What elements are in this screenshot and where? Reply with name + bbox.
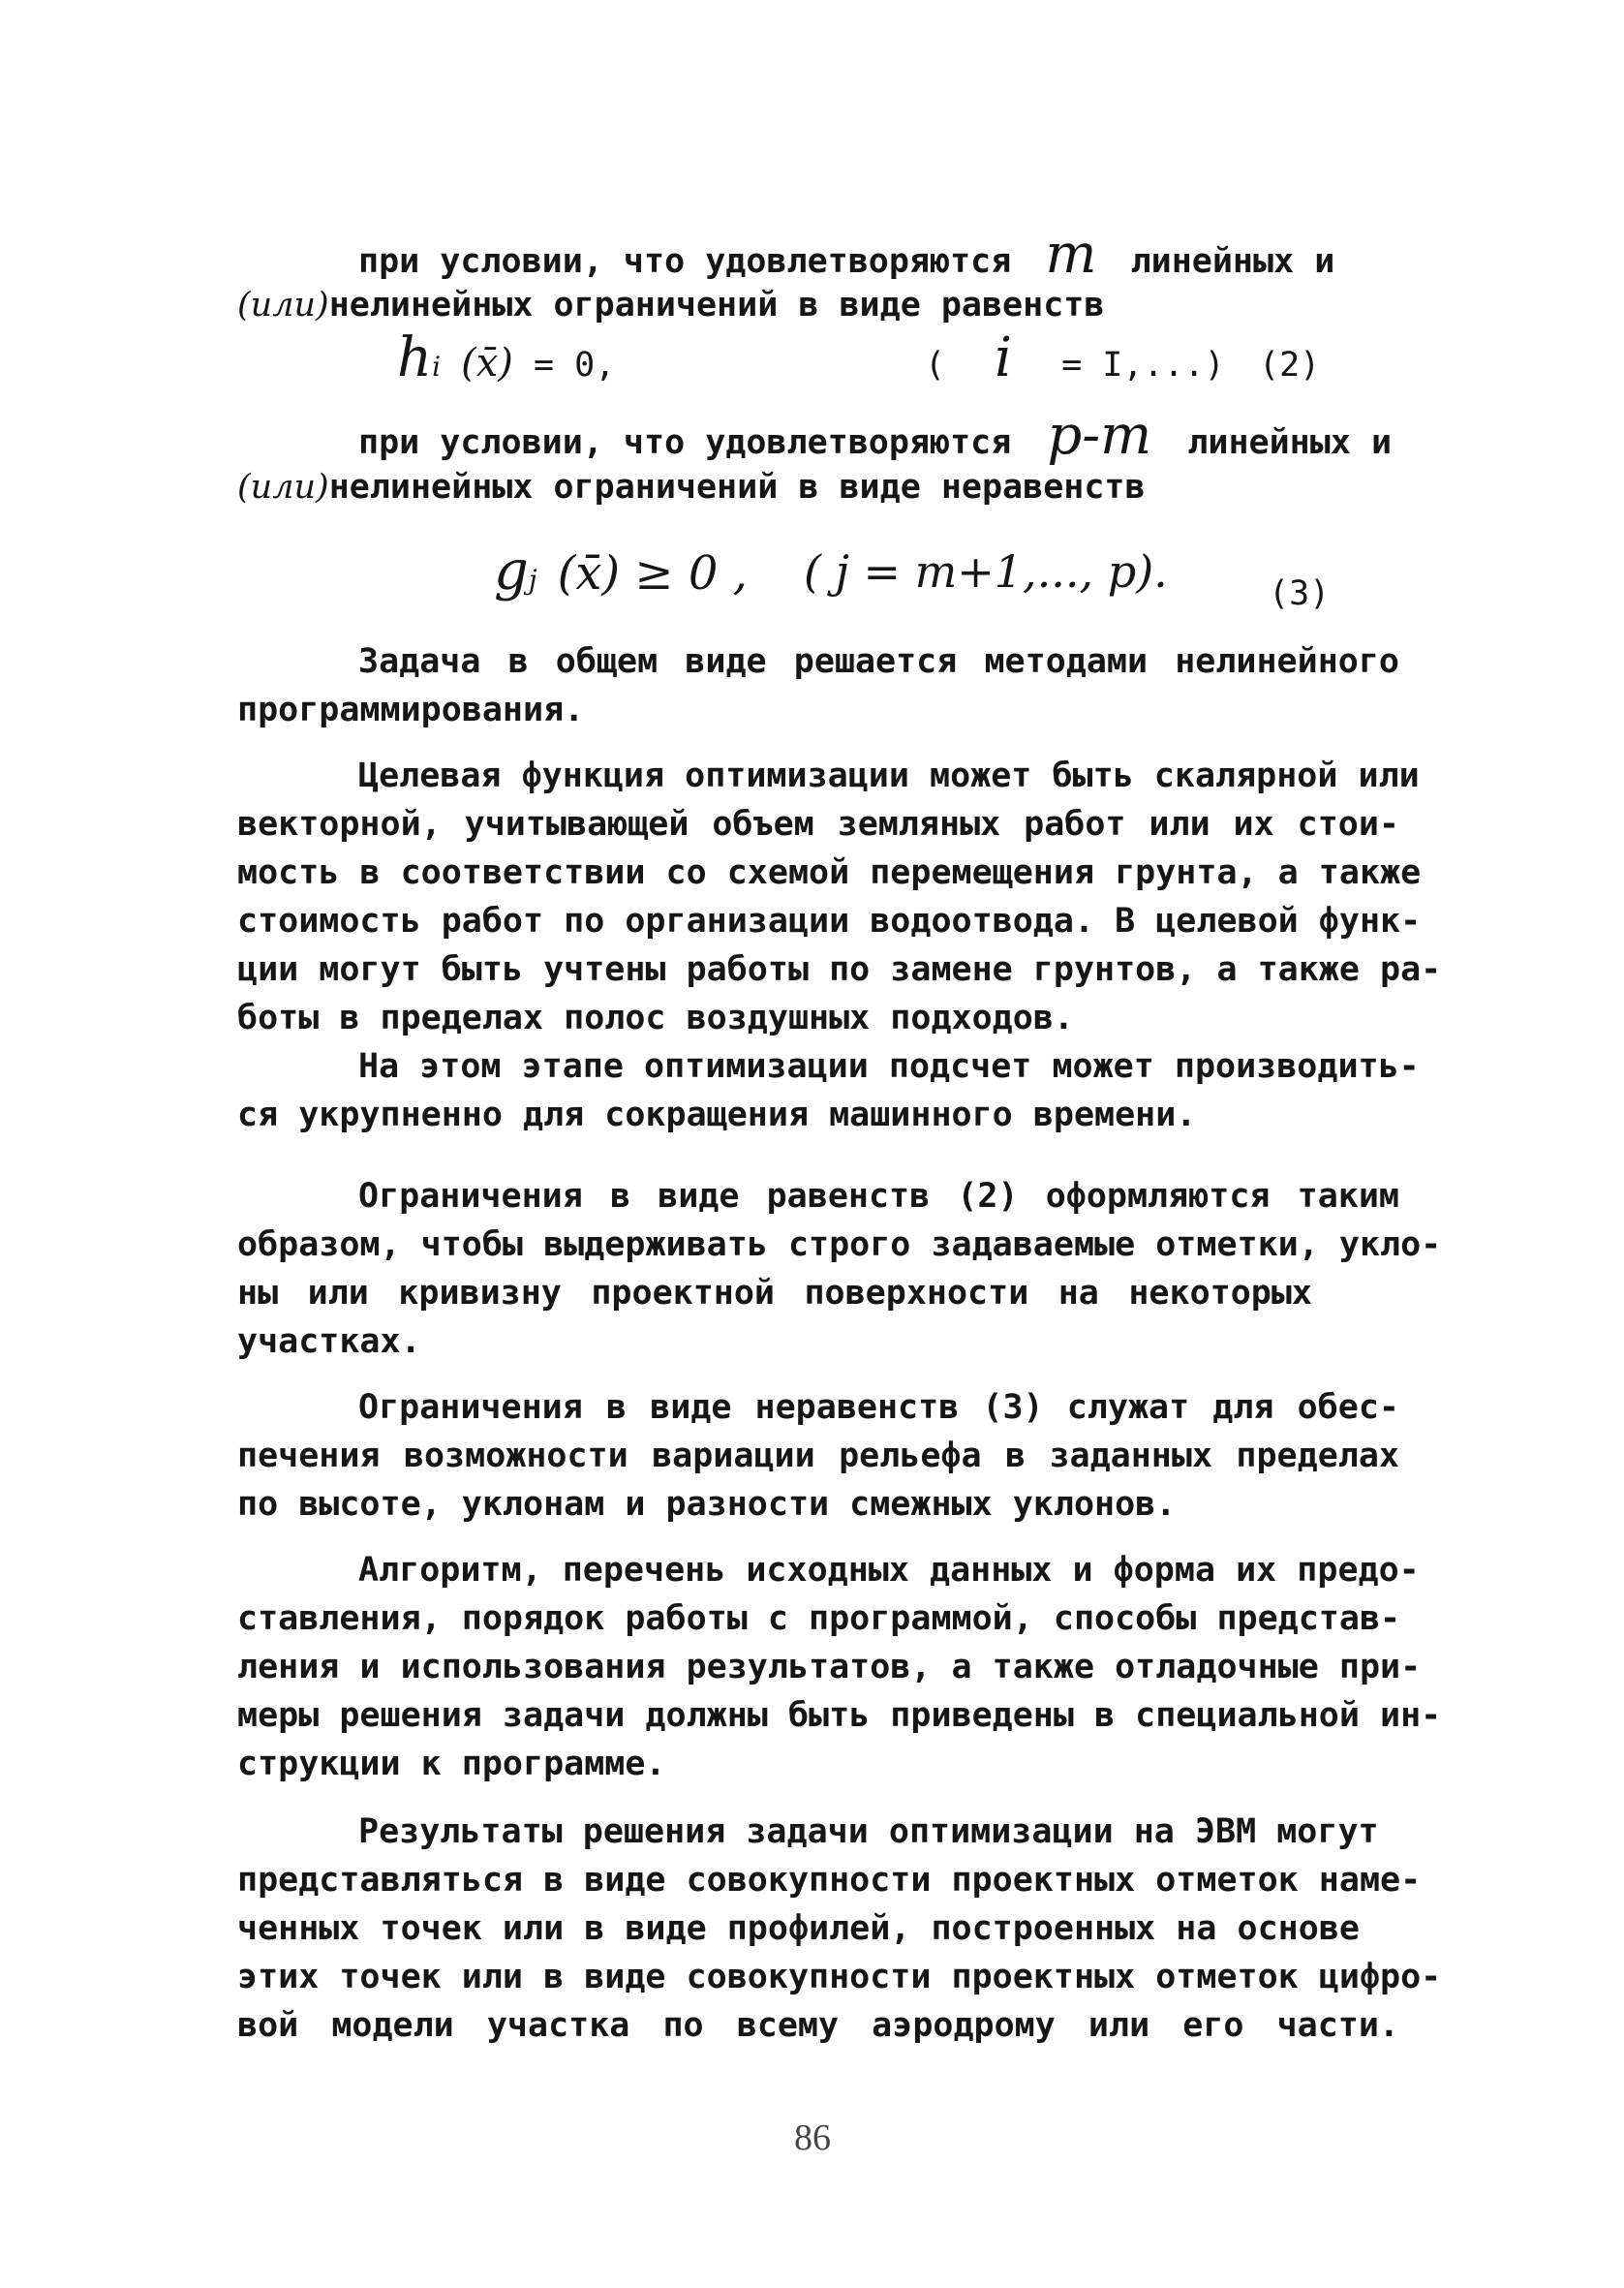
equation-3-lhs: gj (x̄) ≥ 0 ,	[494, 540, 748, 603]
paragraph-2-line: мость в соответствии со схемой перемещения грунта, а также	[237, 853, 1422, 892]
var-p-minus-m: p-m	[1047, 404, 1152, 467]
paragraph-3-line: ся укрупненно для сокращения машинного времени.	[237, 1096, 1197, 1134]
paragraph-5-line: по высоте, уклонам и разности смежных уклонов.	[237, 1485, 1177, 1524]
page-number: 86	[794, 2118, 831, 2158]
paragraph-4-line: образом, чтобы выдерживать строго задаваемые отметки, укло-	[237, 1225, 1442, 1264]
condition-1-line-1: при условии, что удовлетворяются m линейных и	[358, 223, 1335, 286]
paragraph-1-line: программирования.	[237, 691, 585, 729]
paragraph-7-line: вой модели участка по всему аэродрому или его части.	[237, 2006, 1399, 2045]
paragraph-3-line: На этом этапе оптимизации подсчет может производить-	[358, 1047, 1420, 1086]
paragraph-7-line: представляться в виде совокупности проектных отметок наме-	[237, 1861, 1422, 1900]
paragraph-7-line: ченных точек или в виде профилей, построенных на основе	[237, 1909, 1360, 1948]
condition-2-line-2: (или)нелинейных ограничений в виде неравенств	[237, 468, 1146, 507]
paragraph-4-line: ны или кривизну проектной поверхности на некоторых	[237, 1274, 1312, 1313]
paragraph-6-line: ставления, порядок работы с программой, способы представ-	[237, 1599, 1401, 1638]
paragraph-2-line: стоимость работ по организации водоотвода. В целевой функ-	[237, 902, 1422, 941]
paragraph-2-line: Целевая функция оптимизации может быть скалярной или	[358, 757, 1420, 795]
paragraph-4-line: участках.	[237, 1322, 421, 1361]
paragraph-6-line: Алгоритм, перечень исходных данных и форма их предо-	[358, 1551, 1420, 1590]
paragraph-6-line: струкции к программе.	[237, 1745, 666, 1783]
equation-3-range: ( j = m+1,..., p).	[804, 545, 1168, 598]
paragraph-2-line: векторной, учитывающей объем земляных работ или их стои-	[237, 805, 1399, 844]
paragraph-7-line: этих точек или в виде совокупности проектных отметок цифро-	[237, 1958, 1442, 1996]
equation-3-number: (3)	[1269, 574, 1331, 613]
paragraph-6-line: меры решения задачи должны быть приведены в специальной ин-	[237, 1696, 1442, 1735]
paragraph-7-line: Результаты решения задачи оптимизации на ЭВМ могут	[358, 1812, 1379, 1851]
condition-2-line-1: при условии, что удовлетворяются p-m линейных и	[358, 404, 1393, 467]
paragraph-1-line: Задача в общем виде решается методами нелинейного	[358, 642, 1399, 681]
paragraph-2-line: ции могут быть учтены работы по замене грунтов, а также ра-	[237, 950, 1442, 989]
condition-1-line-2: (или)нелинейных ограничений в виде равенств	[237, 286, 1105, 325]
paragraph-6-line: ления и использования результатов, а также отладочные при-	[237, 1648, 1422, 1686]
paragraph-5-line: печения возможности вариации рельефа в заданных пределах	[237, 1437, 1399, 1475]
paragraph-2-line: боты в пределах полос воздушных подходов.	[237, 999, 1074, 1037]
equation-2-range: ( i = I,...)	[925, 326, 1225, 389]
equation-2-number: (2)	[1259, 346, 1321, 385]
paragraph-5-line: Ограничения в виде неравенств (3) служат для обес-	[358, 1388, 1399, 1427]
equation-2-lhs: hi (x̄) = 0,	[397, 326, 616, 389]
paragraph-4-line: Ограничения в виде равенств (2) оформляются таким	[358, 1177, 1399, 1216]
var-m: m	[1045, 223, 1097, 286]
